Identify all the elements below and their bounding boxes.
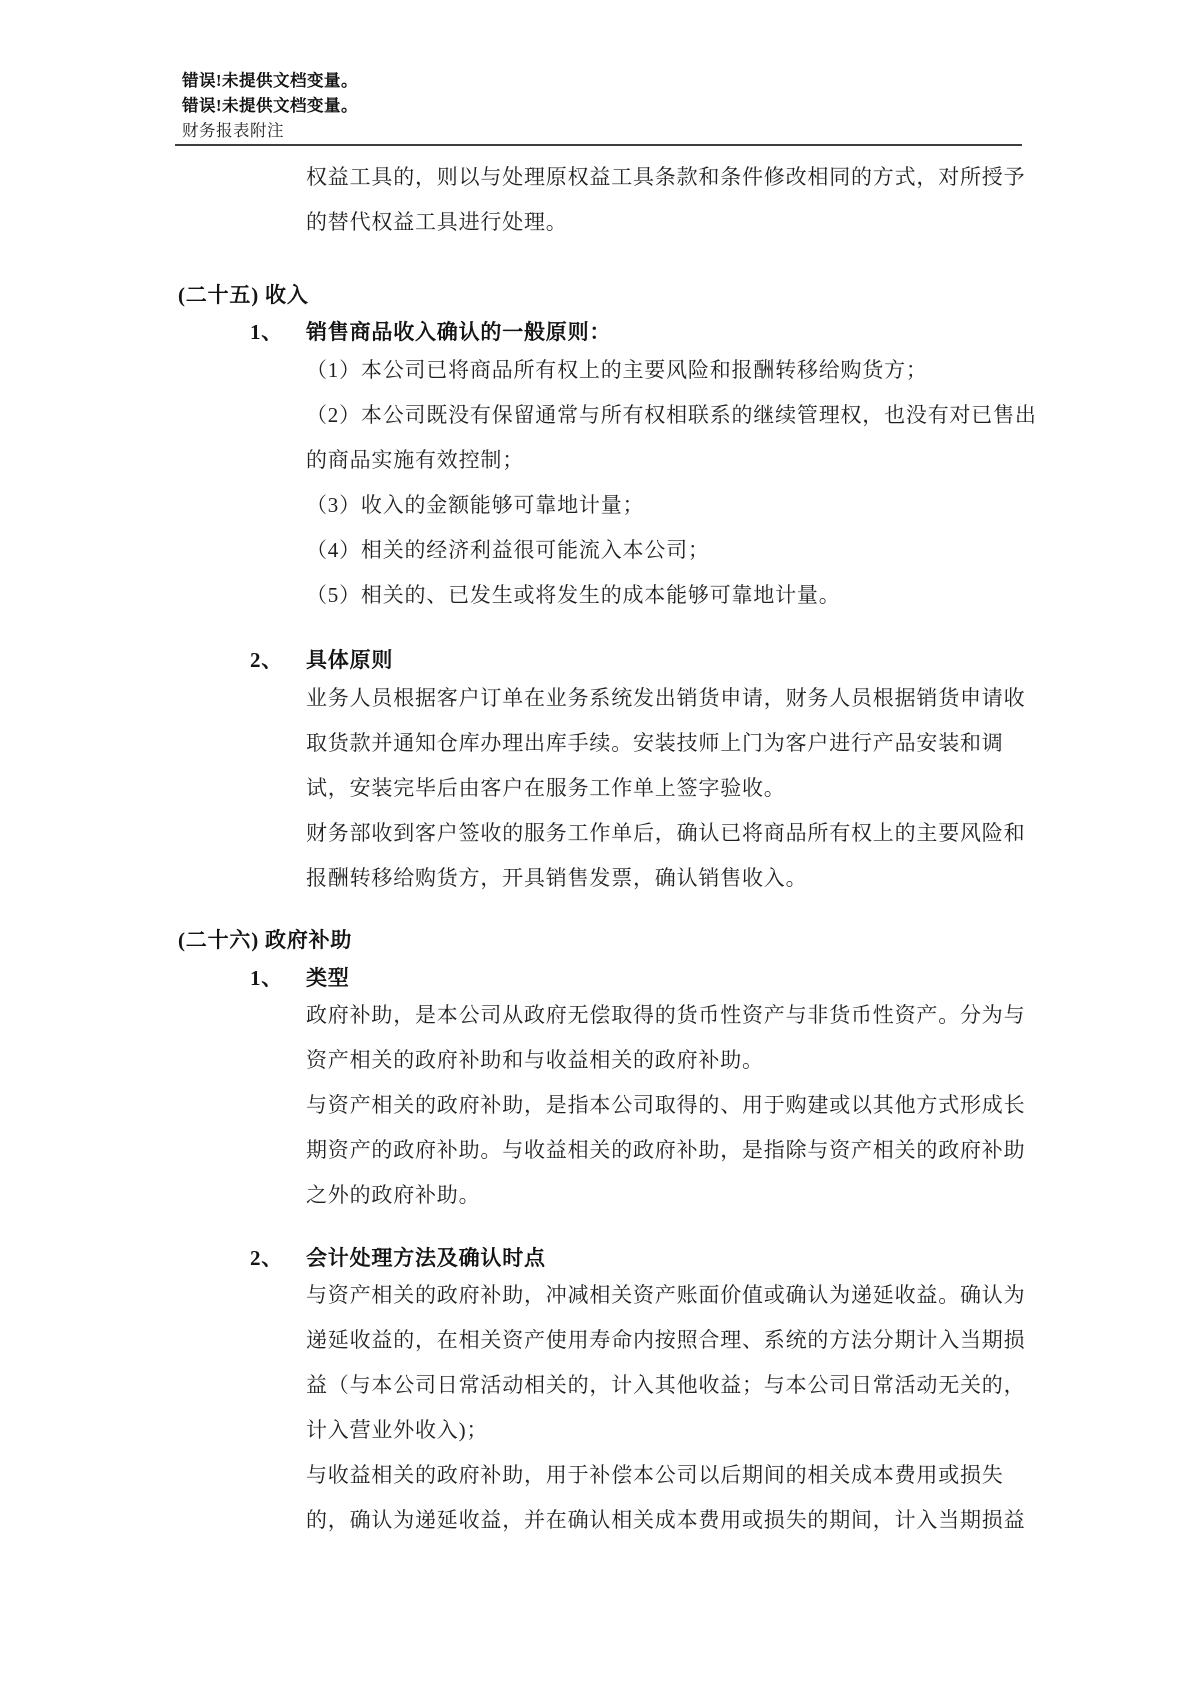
paragraph-line: 资产相关的政府补助和与收益相关的政府补助。 xyxy=(306,1048,764,1072)
item-title: 销售商品收入确认的一般原则： xyxy=(306,320,612,344)
paragraph-line: （3）收入的金额能够可靠地计量； xyxy=(306,493,645,517)
item-number: 1、 xyxy=(250,320,284,344)
paragraph-line: 计入营业外收入)； xyxy=(306,1418,489,1442)
paragraph-line: （5）相关的、已发生或将发生的成本能够可靠地计量。 xyxy=(306,583,841,607)
header-rule xyxy=(175,144,1022,146)
page-header xyxy=(182,68,358,143)
paragraph-line: 的商品实施有效控制； xyxy=(306,448,524,472)
paragraph-line: 财务部收到客户签收的服务工作单后，确认已将商品所有权上的主要风险和 xyxy=(306,821,1026,845)
section-heading-25: (二十五) 收入 xyxy=(178,283,309,307)
paragraph-line: 的，确认为递延收益，并在确认相关成本费用或损失的期间，计入当期损益 xyxy=(306,1508,1026,1532)
paragraph-line: 报酬转移给购货方，开具销售发票，确认销售收入。 xyxy=(306,866,808,890)
paragraph-line: 与资产相关的政府补助，冲减相关资产账面价值或确认为递延收益。确认为 xyxy=(306,1283,1026,1307)
item-title: 会计处理方法及确认时点 xyxy=(306,1246,546,1270)
paragraph-line: 取货款并通知仓库办理出库手续。安装技师上门为客户进行产品安装和调 xyxy=(306,731,1004,755)
header-doc-title: 财务报表附注 xyxy=(182,121,284,140)
paragraph-line: 与收益相关的政府补助，用于补偿本公司以后期间的相关成本费用或损失 xyxy=(306,1463,1004,1487)
item-title: 具体原则 xyxy=(306,648,394,672)
paragraph-line: 业务人员根据客户订单在业务系统发出销货申请，财务人员根据销货申请收 xyxy=(306,686,1026,710)
paragraph-line: 政府补助，是本公司从政府无偿取得的货币性资产与非货币性资产。分为与 xyxy=(306,1003,1026,1027)
paragraph-line: 的替代权益工具进行处理。 xyxy=(306,210,568,234)
paragraph-line: 之外的政府补助。 xyxy=(306,1183,481,1207)
header-error-line-1: 错误!未提供文档变量。 xyxy=(182,71,358,90)
paragraph-line: （4）相关的经济利益很可能流入本公司； xyxy=(306,538,710,562)
paragraph-line: （2）本公司既没有保留通常与所有权相联系的继续管理权，也没有对已售出 xyxy=(306,403,1037,427)
paragraph-line: 与资产相关的政府补助，是指本公司取得的、用于购建或以其他方式形成长 xyxy=(306,1093,1026,1117)
paragraph-line: 递延收益的，在相关资产使用寿命内按照合理、系统的方法分期计入当期损 xyxy=(306,1328,1026,1352)
section-heading-26: (二十六) 政府补助 xyxy=(178,928,353,952)
paragraph-line: 期资产的政府补助。与收益相关的政府补助，是指除与资产相关的政府补助 xyxy=(306,1138,1026,1162)
header-error-line-2: 错误!未提供文档变量。 xyxy=(182,96,358,115)
item-title: 类型 xyxy=(306,966,350,990)
paragraph-line: 益（与本公司日常活动相关的，计入其他收益；与本公司日常活动无关的， xyxy=(306,1373,1026,1397)
paragraph-line: （1）本公司已将商品所有权上的主要风险和报酬转移给购货方； xyxy=(306,358,928,382)
item-number: 2、 xyxy=(250,1246,284,1270)
item-number: 1、 xyxy=(250,966,284,990)
paragraph-line: 试，安装完毕后由客户在服务工作单上签字验收。 xyxy=(306,776,786,800)
item-number: 2、 xyxy=(250,648,284,672)
paragraph-line: 权益工具的，则以与处理原权益工具条款和条件修改相同的方式，对所授予 xyxy=(306,165,1026,189)
